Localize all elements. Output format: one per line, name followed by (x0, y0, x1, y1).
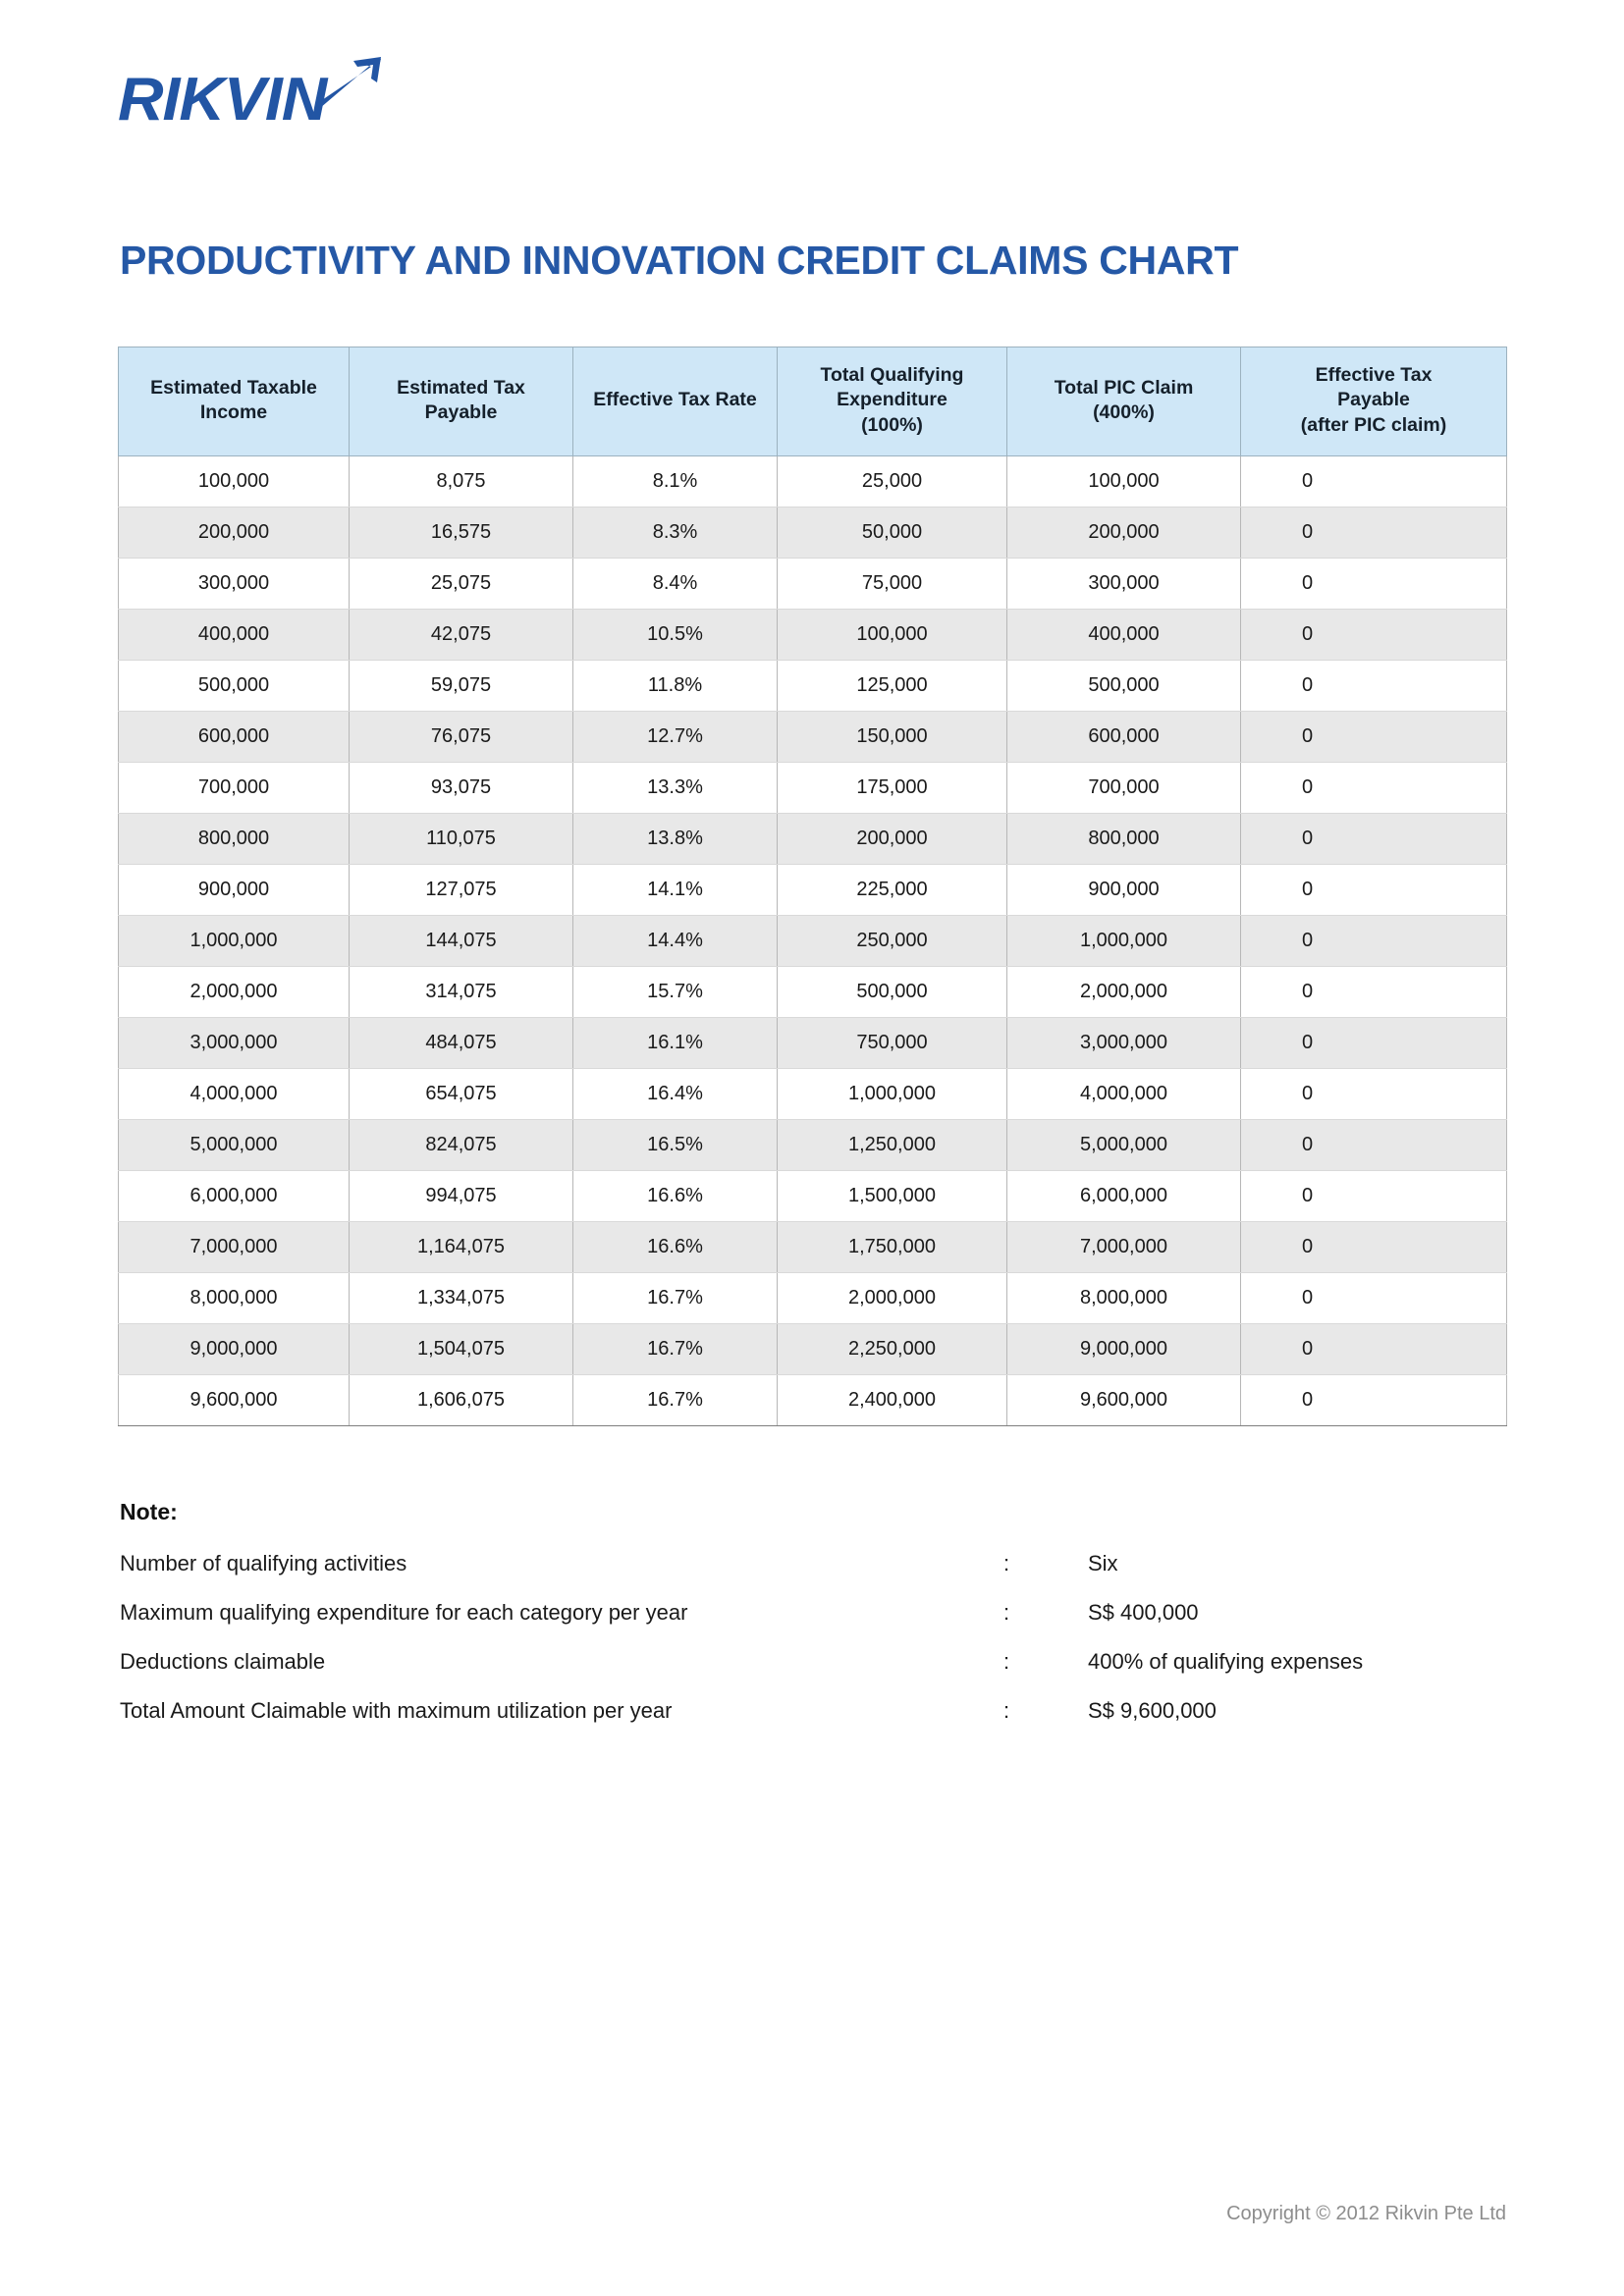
header-line: Total PIC Claim (1054, 376, 1194, 399)
table-row (119, 1069, 1507, 1120)
table-body (119, 456, 1507, 1426)
table-cell: 0 (1241, 916, 1507, 967)
notes-heading: Note: (120, 1499, 178, 1525)
note-value: 400% of qualifying expenses (1088, 1649, 1364, 1675)
table-cell: 13.8% (573, 814, 778, 865)
table-cell: 1,334,075 (350, 1273, 573, 1324)
table-row (119, 814, 1507, 865)
table-cell: 16.7% (573, 1273, 778, 1324)
table-cell: 16.7% (573, 1324, 778, 1375)
table-cell: 8.4% (573, 559, 778, 610)
table-cell: 600,000 (1007, 712, 1241, 763)
table-cell: 16.7% (573, 1375, 778, 1426)
column-header-taxable-income (119, 347, 350, 456)
notes-section (118, 1499, 1506, 1724)
note-label: Maximum qualifying expenditure for each category per year (120, 1600, 688, 1626)
table-cell: 250,000 (778, 916, 1007, 967)
table-cell: 25,075 (350, 559, 573, 610)
table-cell: 1,750,000 (778, 1222, 1007, 1273)
note-item (120, 1551, 1506, 1576)
table-cell: 2,000,000 (1007, 967, 1241, 1018)
rikvin-logo (118, 51, 403, 149)
table-cell: 200,000 (778, 814, 1007, 865)
table-row (119, 712, 1507, 763)
table-cell: 8,000,000 (119, 1273, 350, 1324)
table-row (119, 1120, 1507, 1171)
table-cell: 16.6% (573, 1222, 778, 1273)
table-cell: 10.5% (573, 610, 778, 661)
table-cell: 5,000,000 (1007, 1120, 1241, 1171)
table-cell: 127,075 (350, 865, 573, 916)
table-cell: 11.8% (573, 661, 778, 712)
table-cell: 2,400,000 (778, 1375, 1007, 1426)
table-header-row (119, 347, 1507, 456)
note-separator: : (1003, 1551, 1010, 1576)
table-cell: 4,000,000 (119, 1069, 350, 1120)
note-item (120, 1600, 1506, 1626)
table-cell: 0 (1241, 865, 1507, 916)
table-cell: 800,000 (1007, 814, 1241, 865)
header-line: Total Qualifying (820, 364, 964, 386)
table-cell: 75,000 (778, 559, 1007, 610)
header-line: Estimated Tax (397, 376, 525, 399)
table-cell: 6,000,000 (119, 1171, 350, 1222)
table-cell: 900,000 (1007, 865, 1241, 916)
logo-area (118, 0, 1506, 169)
table-cell: 16.5% (573, 1120, 778, 1171)
table-row (119, 610, 1507, 661)
table-cell: 225,000 (778, 865, 1007, 916)
note-label: Number of qualifying activities (120, 1551, 407, 1576)
table-row (119, 661, 1507, 712)
table-row (119, 1222, 1507, 1273)
table-cell: 0 (1241, 1120, 1507, 1171)
table-cell: 300,000 (1007, 559, 1241, 610)
table-cell: 8,075 (350, 456, 573, 507)
table-cell: 9,000,000 (1007, 1324, 1241, 1375)
table-cell: 200,000 (1007, 507, 1241, 559)
table-cell: 484,075 (350, 1018, 573, 1069)
table-cell: 25,000 (778, 456, 1007, 507)
table-cell: 50,000 (778, 507, 1007, 559)
table-cell: 0 (1241, 1171, 1507, 1222)
table-cell: 7,000,000 (1007, 1222, 1241, 1273)
table-cell: 7,000,000 (119, 1222, 350, 1273)
table-cell: 1,504,075 (350, 1324, 573, 1375)
table-cell: 994,075 (350, 1171, 573, 1222)
table-cell: 0 (1241, 559, 1507, 610)
table-cell: 110,075 (350, 814, 573, 865)
table-row (119, 559, 1507, 610)
table-row (119, 507, 1507, 559)
table-cell: 0 (1241, 1069, 1507, 1120)
column-header-qualifying-expenditure (778, 347, 1007, 456)
table-cell: 5,000,000 (119, 1120, 350, 1171)
note-label: Deductions claimable (120, 1649, 326, 1675)
table-cell: 16,575 (350, 507, 573, 559)
table-cell: 600,000 (119, 712, 350, 763)
table-cell: 8,000,000 (1007, 1273, 1241, 1324)
table-row (119, 1324, 1507, 1375)
table-cell: 3,000,000 (119, 1018, 350, 1069)
table-cell: 12.7% (573, 712, 778, 763)
table-cell: 0 (1241, 1222, 1507, 1273)
table-cell: 314,075 (350, 967, 573, 1018)
table-cell: 8.3% (573, 507, 778, 559)
table-row (119, 456, 1507, 507)
table-cell: 4,000,000 (1007, 1069, 1241, 1120)
table-cell: 1,000,000 (1007, 916, 1241, 967)
table-cell: 750,000 (778, 1018, 1007, 1069)
table-cell: 6,000,000 (1007, 1171, 1241, 1222)
table-cell: 125,000 (778, 661, 1007, 712)
table-cell: 14.4% (573, 916, 778, 967)
table-cell: 2,250,000 (778, 1324, 1007, 1375)
table-cell: 400,000 (1007, 610, 1241, 661)
table-cell: 2,000,000 (119, 967, 350, 1018)
table-row (119, 1273, 1507, 1324)
table-row (119, 916, 1507, 967)
table-cell: 100,000 (119, 456, 350, 507)
note-separator: : (1003, 1649, 1010, 1675)
table-cell: 13.3% (573, 763, 778, 814)
note-item (120, 1649, 1506, 1675)
table-row (119, 763, 1507, 814)
column-header-tax-payable (350, 347, 573, 456)
header-line: Estimated Taxable (150, 376, 317, 399)
table-cell: 800,000 (119, 814, 350, 865)
table-cell: 9,000,000 (119, 1324, 350, 1375)
table-cell: 76,075 (350, 712, 573, 763)
table-cell: 824,075 (350, 1120, 573, 1171)
header-line: Income (199, 401, 268, 424)
note-value: Six (1088, 1551, 1118, 1576)
table-row (119, 967, 1507, 1018)
table-cell: 9,600,000 (1007, 1375, 1241, 1426)
table-cell: 15.7% (573, 967, 778, 1018)
header-line: Payable (424, 401, 498, 424)
header-line: Effective Tax (1315, 364, 1433, 386)
table-cell: 500,000 (1007, 661, 1241, 712)
logo-wordmark: RIKVIN (118, 66, 327, 133)
pic-claims-table (118, 347, 1507, 1426)
table-cell: 0 (1241, 456, 1507, 507)
note-value: S$ 400,000 (1088, 1600, 1199, 1626)
table-cell: 100,000 (778, 610, 1007, 661)
table-cell: 150,000 (778, 712, 1007, 763)
table-cell: 0 (1241, 763, 1507, 814)
note-value: S$ 9,600,000 (1088, 1698, 1217, 1724)
table-cell: 93,075 (350, 763, 573, 814)
table-cell: 0 (1241, 967, 1507, 1018)
table-cell: 1,606,075 (350, 1375, 573, 1426)
table-cell: 400,000 (119, 610, 350, 661)
header-line: Effective Tax Rate (593, 389, 757, 411)
table-cell: 1,250,000 (778, 1120, 1007, 1171)
table-cell: 0 (1241, 1324, 1507, 1375)
table-cell: 0 (1241, 814, 1507, 865)
table-cell: 0 (1241, 507, 1507, 559)
table-row (119, 1018, 1507, 1069)
table-cell: 1,164,075 (350, 1222, 573, 1273)
header-line: Expenditure (837, 389, 947, 411)
page-title: PRODUCTIVITY AND INNOVATION CREDIT CLAIMS CHART (120, 238, 1239, 283)
table-cell: 0 (1241, 712, 1507, 763)
table-cell: 1,000,000 (119, 916, 350, 967)
table-cell: 144,075 (350, 916, 573, 967)
note-separator: : (1003, 1600, 1010, 1626)
note-separator: : (1003, 1698, 1010, 1724)
table-cell: 175,000 (778, 763, 1007, 814)
table-cell: 16.4% (573, 1069, 778, 1120)
table-cell: 3,000,000 (1007, 1018, 1241, 1069)
table-cell: 0 (1241, 1273, 1507, 1324)
arrow-up-right-icon (314, 57, 383, 110)
table-cell: 700,000 (1007, 763, 1241, 814)
footer-copyright: Copyright © 2012 Rikvin Pte Ltd (1226, 2203, 1506, 2224)
table-cell: 700,000 (119, 763, 350, 814)
table-cell: 0 (1241, 661, 1507, 712)
table-row (119, 1171, 1507, 1222)
table-cell: 16.6% (573, 1171, 778, 1222)
header-line: Payable (1337, 389, 1410, 411)
table-cell: 9,600,000 (119, 1375, 350, 1426)
table-cell: 500,000 (119, 661, 350, 712)
table-cell: 16.1% (573, 1018, 778, 1069)
table-cell: 0 (1241, 1375, 1507, 1426)
header-line: (100%) (861, 413, 923, 436)
table-cell: 1,000,000 (778, 1069, 1007, 1120)
header-line: (400%) (1093, 401, 1155, 424)
table-cell: 500,000 (778, 967, 1007, 1018)
table-cell: 300,000 (119, 559, 350, 610)
column-header-effective-tax-payable-after-pic (1241, 347, 1507, 456)
table-cell: 14.1% (573, 865, 778, 916)
table-cell: 2,000,000 (778, 1273, 1007, 1324)
table-cell: 59,075 (350, 661, 573, 712)
note-item (120, 1698, 1506, 1724)
header-line: (after PIC claim) (1300, 413, 1447, 436)
table-cell: 654,075 (350, 1069, 573, 1120)
table-row (119, 1375, 1507, 1426)
table-cell: 0 (1241, 610, 1507, 661)
table-cell: 0 (1241, 1018, 1507, 1069)
table-row (119, 865, 1507, 916)
table-cell: 42,075 (350, 610, 573, 661)
table-cell: 200,000 (119, 507, 350, 559)
column-header-effective-tax-rate (573, 347, 778, 456)
notes-list (120, 1551, 1506, 1724)
table-cell: 1,500,000 (778, 1171, 1007, 1222)
table-cell: 8.1% (573, 456, 778, 507)
table-cell: 900,000 (119, 865, 350, 916)
note-label: Total Amount Claimable with maximum utilization per year (120, 1698, 673, 1724)
column-header-pic-claim (1007, 347, 1241, 456)
table-cell: 100,000 (1007, 456, 1241, 507)
